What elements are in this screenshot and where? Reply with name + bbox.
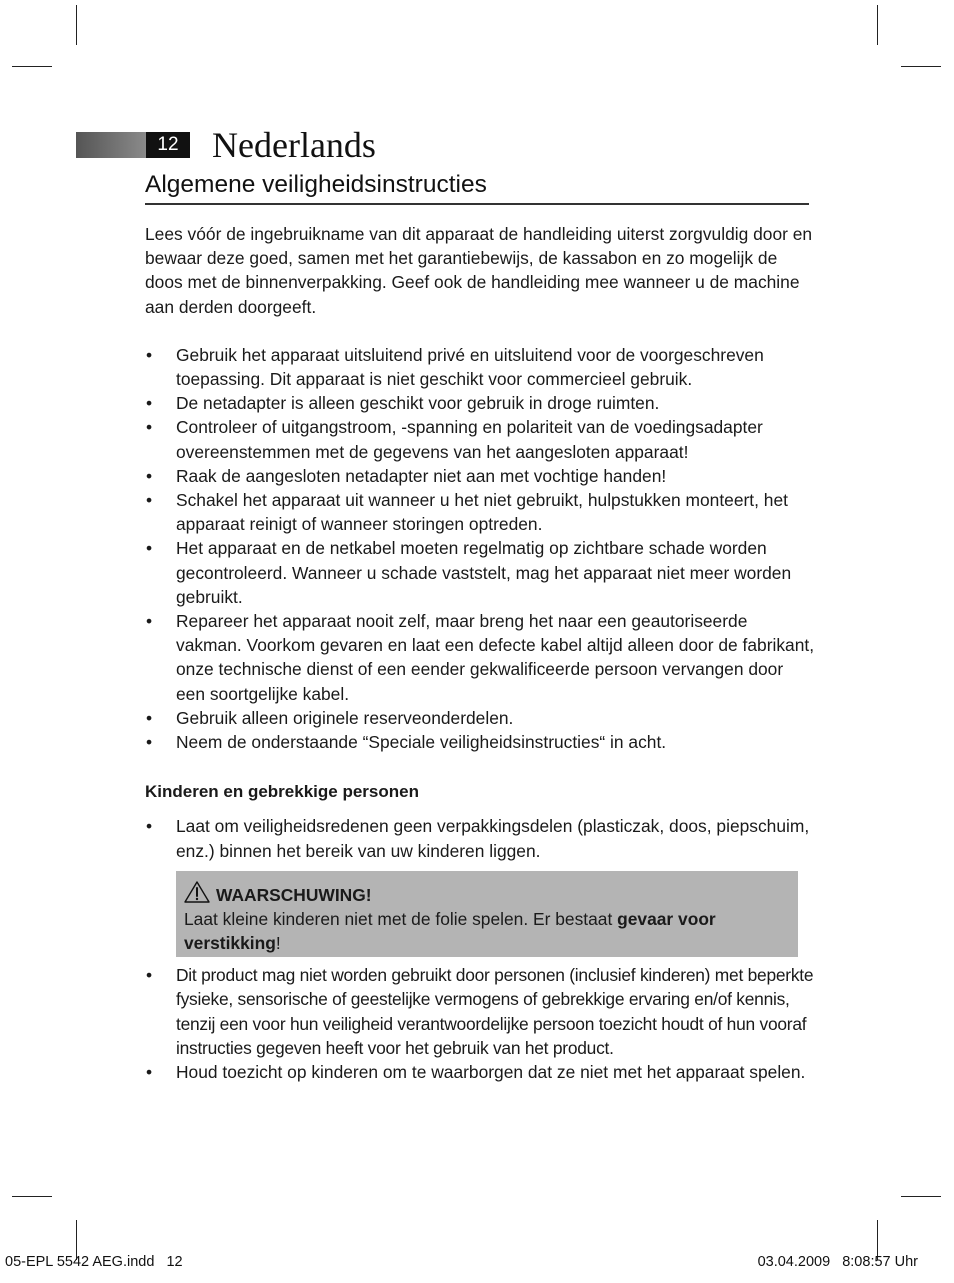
list-item: • Gebruik alleen originele reserveonderdelen. [145, 706, 815, 730]
children-list [145, 814, 815, 862]
list-item: • De netadapter is alleen geschikt voor gebruik in droge ruimten. [145, 391, 815, 415]
list-item: • Schakel het apparaat uit wanneer u het niet gebruikt, hulpstukken monteert, het apparaat reinigt of wanneer storingen optreden. [145, 488, 815, 536]
warning-triangle-icon [184, 881, 210, 903]
page-number: 12 [146, 132, 190, 158]
intro-paragraph: Lees vóór de ingebruikname van dit apparaat de handleiding uiterst zorgvuldig door en bewaar deze goed, samen met het garantiebewijs, de kassabon en zo mogelijk de doos met de binnenverpakking. Geef ook de handleiding mee wanneer u de machine aan derden doorgeeft. [145, 224, 813, 317]
warning-title: WAARSCHUWING! [216, 884, 372, 905]
crop-mark [12, 1196, 52, 1197]
list-item: • Gebruik het apparaat uitsluitend privé en uitsluitend voor de voorgeschreven toepassing. Dit apparaat is niet geschikt voor commercieel gebruik. [145, 343, 815, 391]
list-item: • Laat om veiligheidsredenen geen verpakkingsdelen (plasticzak, doos, piepschuim, enz.) binnen het bereik van uw kinderen liggen. [145, 814, 815, 862]
crop-mark [901, 66, 941, 67]
list-item: • Repareer het apparaat nooit zelf, maar breng het naar een geautoriseerde vakman. Voorkom gevaren en laat een defecte kabel altijd alleen door de fabrikant, onze technische dienst of een eender gekwalificeerde persoon vervangen door een soortgelijke kabel. [145, 609, 815, 706]
list-item: • Het apparaat en de netkabel moeten regelmatig op zichtbare schade worden gecontroleerd. Wanneer u schade vaststelt, mag het apparaat niet meer worden gebruikt. [145, 536, 815, 609]
list-item: • Controleer of uitgangstroom, -spanning en polariteit van de voedingsadapter overeenstemmen met de gegevens van het aangesloten apparaat! [145, 415, 815, 463]
warning-emphasis: gevaar voor verstikking [184, 908, 716, 954]
warning-text-end: ! [275, 933, 281, 954]
warning-text-plain: Laat kleine kinderen niet met de folie spelen. Er bestaat [184, 908, 618, 929]
warning-box [176, 871, 798, 957]
list-item: • Neem de onderstaande “Speciale veiligheidsinstructies“ in acht. [145, 730, 815, 754]
section-title: Algemene veiligheidsinstructies [145, 171, 487, 198]
children-list-continued [145, 963, 815, 1084]
language-title: Nederlands [212, 125, 376, 165]
warning-text [184, 907, 788, 955]
crop-mark [12, 66, 52, 67]
document-body [145, 222, 815, 1084]
footer-timestamp: 03.04.2009 8:08:57 Uhr [757, 1254, 918, 1270]
header-accent-bar [76, 132, 146, 158]
list-item: • Houd toezicht op kinderen om te waarborgen dat ze niet met het apparaat spelen. [145, 1060, 815, 1084]
children-heading: Kinderen en gebrekkige personen [145, 782, 419, 802]
list-item: • Dit product mag niet worden gebruikt door personen (inclusief kinderen) met beperkte fysieke, sensorische of geestelijke vermogens of gebrekkige ervaring en/of kennis, tenzij een voor hun veiligheid verantwoordelijke persoon toezicht houdt of hun vooraf instructies gegeven heeft voor het gebruik van het product. [145, 963, 815, 1060]
crop-mark [76, 5, 77, 45]
footer-file: 05-EPL 5542 AEG.indd 12 [5, 1254, 183, 1270]
list-item: • Raak de aangesloten netadapter niet aan met vochtige handen! [145, 464, 815, 488]
general-instructions-list [145, 343, 815, 754]
warning-header [184, 881, 788, 907]
crop-mark [877, 5, 878, 45]
crop-mark [901, 1196, 941, 1197]
section-rule [145, 203, 809, 205]
